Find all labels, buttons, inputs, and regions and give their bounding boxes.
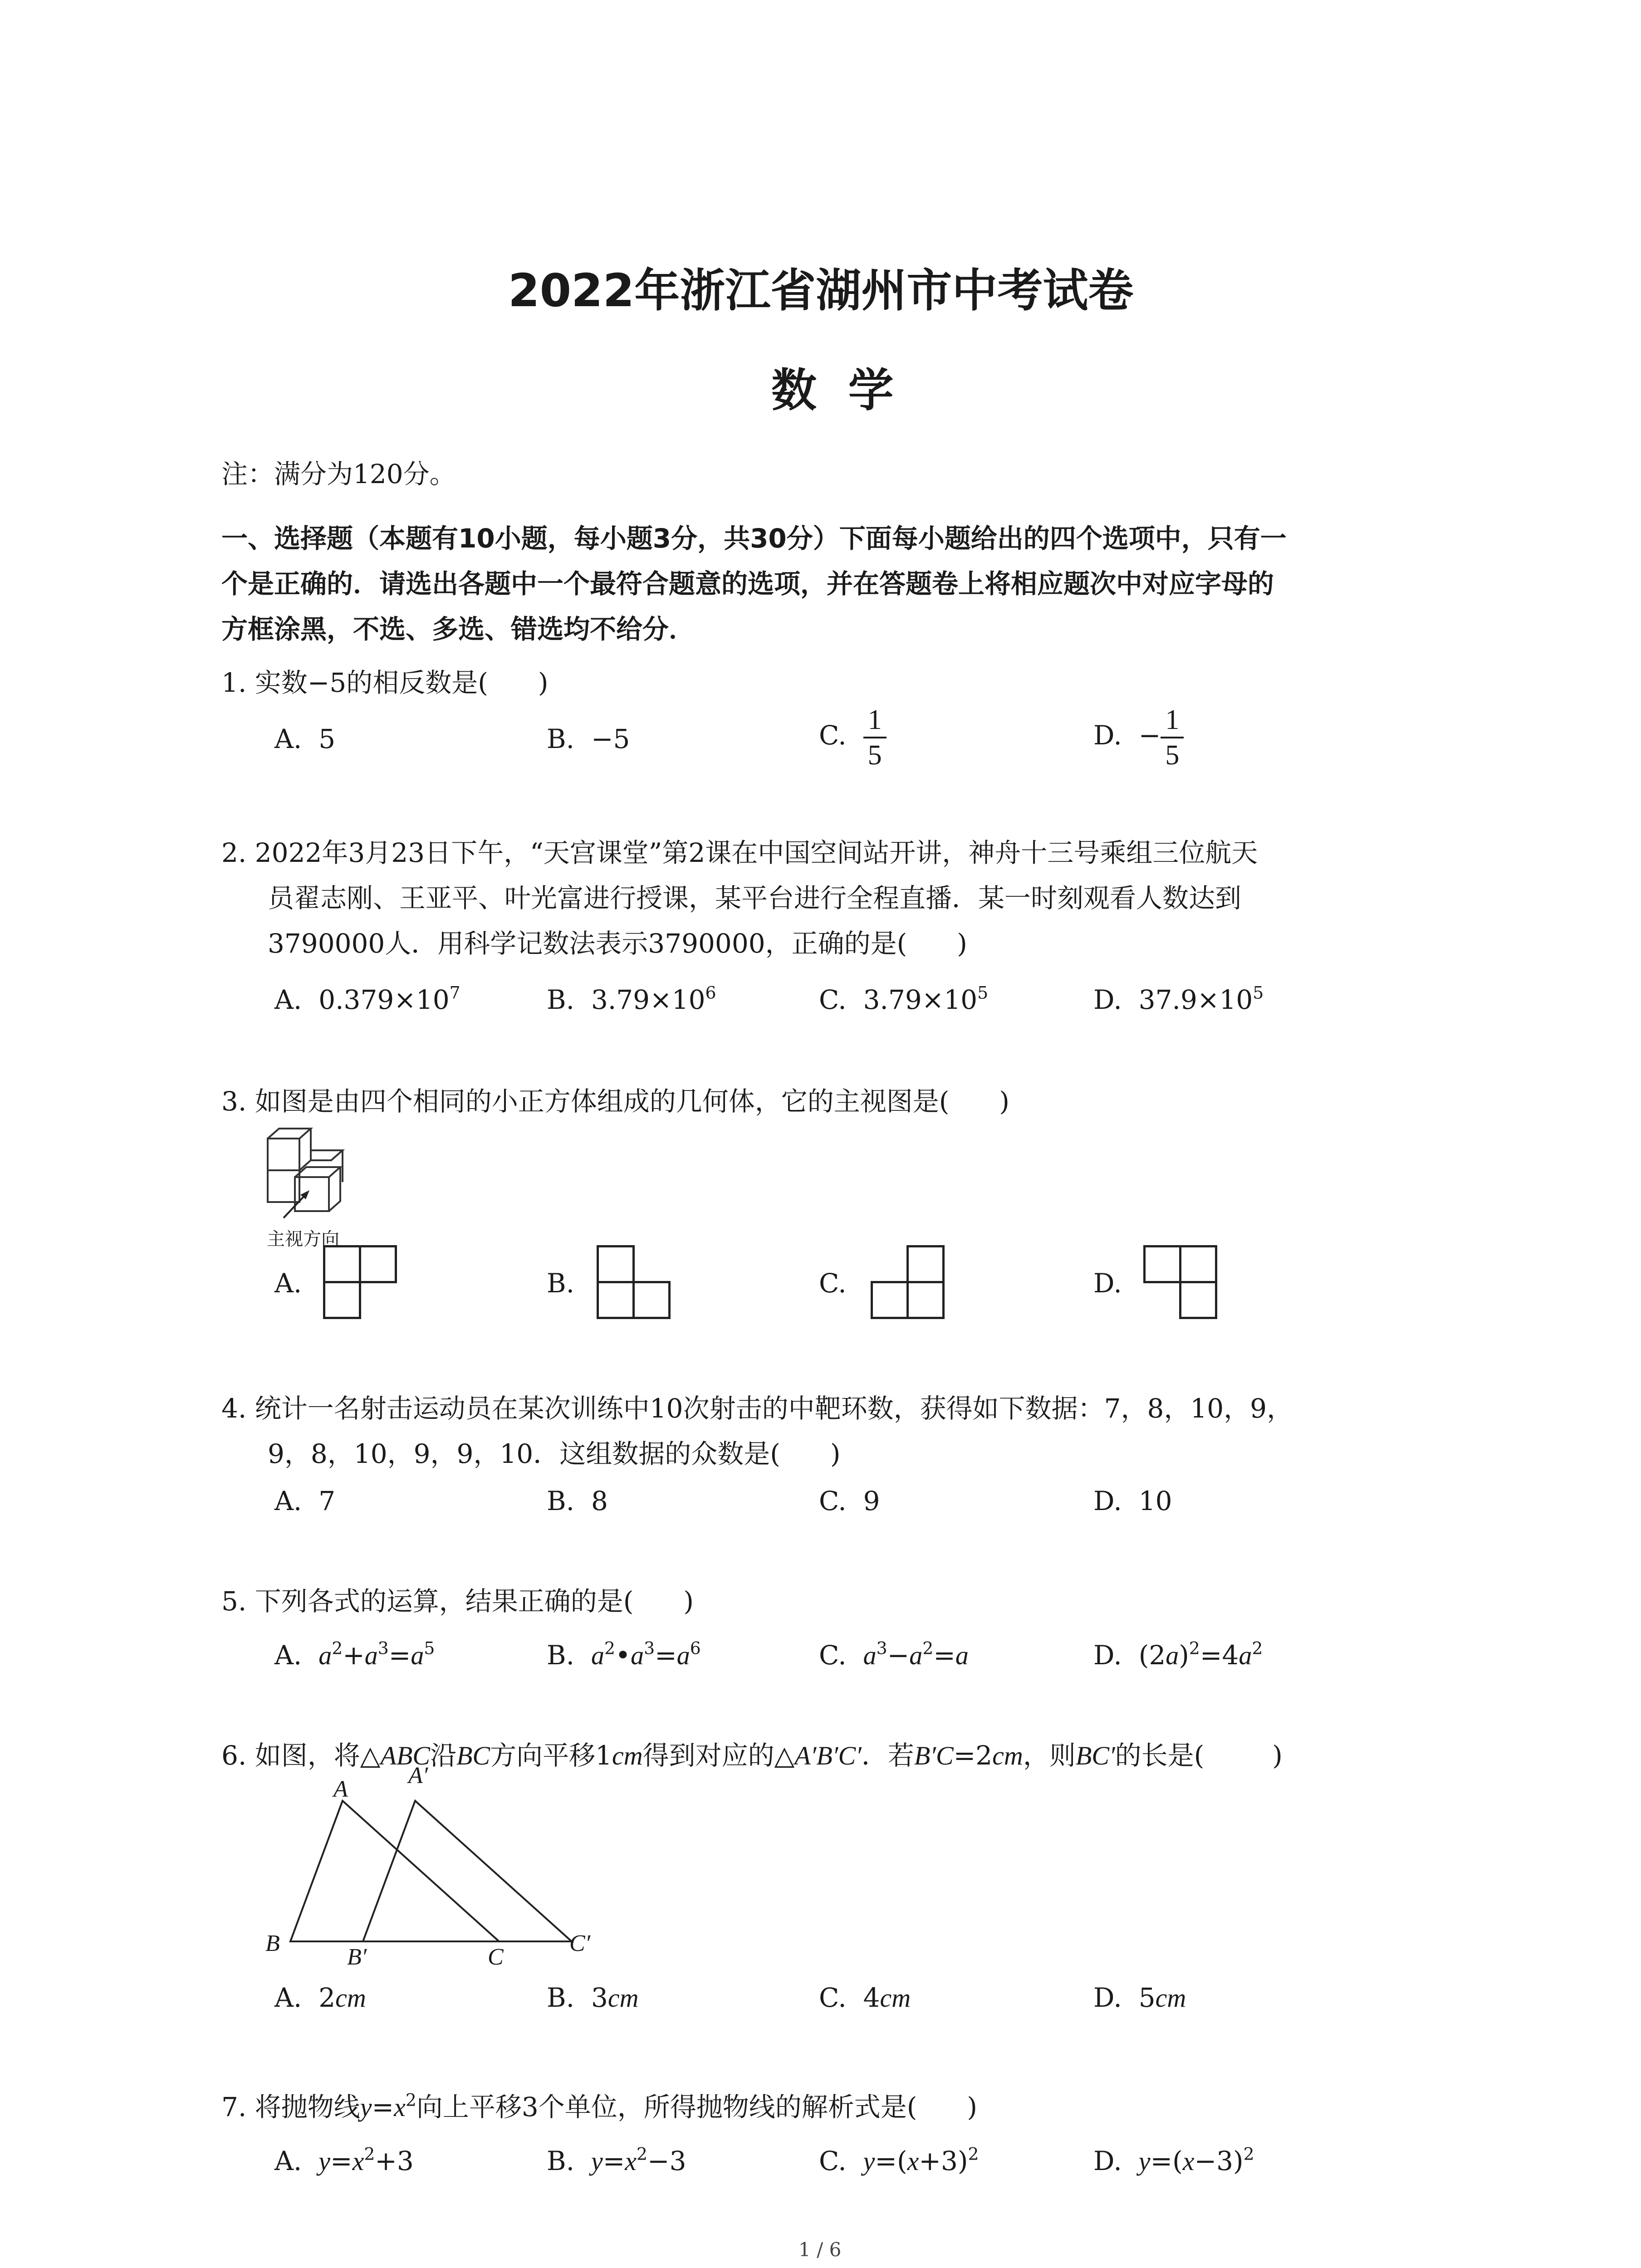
q6-option-d (1093, 1982, 1186, 2013)
q1-c-fraction (863, 703, 887, 772)
q6-stem-part: B′C (914, 1741, 954, 1770)
q4-option-b (547, 1486, 608, 1516)
q7-option-d: D. $y=(x-3)^2$ (1093, 2144, 1254, 2176)
q3-stem (221, 1079, 1009, 1124)
q3-a-square (323, 1281, 361, 1319)
q2-b-label: B. (547, 984, 575, 1015)
q2-d-exp: 5 (1253, 982, 1264, 1003)
section-instruction-line3: 方框涂黑，不选、多选、错选均不给分． (221, 614, 696, 645)
q7-stem-text: 向上平移3个单位，所得抛物线的解析式是( (416, 2092, 917, 2122)
q2-b-exp: 6 (705, 982, 716, 1003)
q2-b-base: 3.79×10 (591, 984, 705, 1015)
q5-a-label: A. (274, 1640, 302, 1671)
q3-d-square (1179, 1245, 1217, 1283)
q3-b-square (632, 1281, 671, 1319)
q6-label-C-prime: C′ (569, 1931, 591, 1956)
q6-d-value: 5 (1138, 1982, 1156, 2013)
q3-b-square (597, 1245, 635, 1283)
q6-label-A-prime: A′ (408, 1763, 428, 1789)
q1-d-fraction (1161, 703, 1184, 772)
q3-d-square (1179, 1281, 1217, 1319)
q6-stem-part: BC (456, 1741, 490, 1770)
q1-d-sign: − (1138, 720, 1161, 751)
q6-stem-part: ABC (380, 1741, 430, 1770)
q1-stem (221, 660, 549, 705)
q6-stem-part: =2 (953, 1740, 993, 1771)
q7-a-label: A. (274, 2146, 302, 2176)
q2-option-c (819, 984, 988, 1015)
q6-stem-part: 的长是( (1115, 1740, 1205, 1771)
q4-b-value: 8 (591, 1486, 608, 1516)
q6-stem-part: 沿 (430, 1740, 456, 1771)
q1-b-label: B. (547, 723, 575, 754)
score-note: 注：满分为120分。 (221, 459, 456, 489)
q5-option-b: B. $a^2•a^3=a^6$ (547, 1638, 701, 1671)
q3-c-square (906, 1245, 945, 1283)
q5-option-d: D. $(2a)^2=4a^2$ (1093, 1638, 1263, 1671)
q1-option-a (274, 723, 335, 754)
q2-c-exp: 5 (977, 982, 989, 1003)
q6-stem-part: A′B′C′ (794, 1741, 862, 1770)
q3-b-label: B. (547, 1268, 575, 1299)
q3-close-paren: ) (999, 1086, 1010, 1117)
q1-close-paren: ) (538, 667, 549, 698)
q6-a-unit: cm (335, 1983, 366, 2013)
q1-option-b (547, 723, 630, 754)
exam-title: 2022年浙江省湖州市中考试卷 (508, 264, 1134, 317)
q3-c-label: C. (819, 1268, 847, 1299)
triangle-abc-prime (363, 1801, 572, 1941)
q6-b-label: B. (547, 1982, 575, 2013)
q6-d-unit: cm (1155, 1983, 1186, 2013)
q6-stem-part: ．若 (861, 1740, 914, 1771)
q3-a-square (323, 1245, 361, 1283)
q1-d-num: 1 (1161, 703, 1184, 738)
q5-b-label: B. (547, 1640, 575, 1671)
q6-c-value: 4 (863, 1982, 880, 2013)
q4-option-d (1093, 1486, 1172, 1516)
q6-close-paren: ) (1272, 1740, 1283, 1771)
q2-d-label: D. (1093, 984, 1122, 1015)
q2-c-base: 3.79×10 (863, 984, 978, 1015)
q2-close-paren: ) (957, 928, 967, 959)
q5-stem (221, 1579, 694, 1624)
section-instruction-line1: 一、选择题（本题有10小题，每小题3分，共30分）下面每小题给出的四个选项中，只有一 (221, 523, 1287, 554)
q1-c-label: C. (819, 720, 847, 751)
q6-option-c (819, 1982, 911, 2013)
q6-option-b (547, 1982, 638, 2013)
q6-stem-part: cm (992, 1741, 1023, 1770)
q3-cube-figure (259, 1125, 377, 1234)
q4-close-paren: ) (830, 1438, 841, 1469)
q4-a-label: A. (274, 1486, 302, 1516)
q3-figure-caption: 主视方向 (267, 1229, 339, 1250)
q6-stem-part: 方向平移1 (490, 1740, 612, 1771)
q2-a-base: 0.379×10 (318, 984, 450, 1015)
q1-a-value: 5 (318, 723, 336, 754)
q3-c-square (906, 1281, 945, 1319)
q4-line2 (268, 1431, 840, 1476)
q6-a-value: 2 (318, 1982, 336, 2013)
q6-stem-part: ，则 (1023, 1740, 1076, 1771)
q2-option-d (1093, 984, 1264, 1015)
q1-d-den: 5 (1165, 740, 1180, 771)
q2-line3-text: 3790000人．用科学记数法表示3790000，正确的是( (268, 928, 907, 959)
q6-label-C: C (488, 1944, 504, 1970)
section-instruction-line2: 个是正确的．请选出各题中一个最符合题意的选项，并在答题卷上将相应题次中对应字母的 (221, 568, 1274, 599)
q7-stem: 7. 将抛物线$y=x^2$向上平移3个单位，所得抛物线的解析式是( ) (221, 2090, 978, 2122)
q6-c-label: C. (819, 1982, 847, 2013)
q2-c-label: C. (819, 984, 847, 1015)
q6-b-value: 3 (591, 1982, 608, 2013)
q6-stem-part: 6. 如图，将△ (221, 1740, 381, 1771)
q5-option-a: A. $a^2+a^3=a^5$ (274, 1638, 435, 1671)
q4-line2-text: 9，8，10，9，9，10．这组数据的众数是( (268, 1438, 780, 1469)
q6-stem-part: 得到对应的△ (642, 1740, 795, 1771)
q1-d-label: D. (1093, 720, 1122, 751)
q3-stem-text: 3. 如图是由四个相同的小正方体组成的几何体，它的主视图是( (221, 1086, 950, 1117)
q2-option-a (274, 984, 460, 1015)
q6-stem (221, 1733, 1283, 1779)
q5-d-label: D. (1093, 1640, 1122, 1671)
q6-stem-part: cm (612, 1741, 643, 1770)
q7-option-b: B. $y=x^2-3$ (547, 2144, 686, 2176)
q5-stem-text: 5. 下列各式的运算，结果正确的是( (221, 1586, 634, 1617)
q4-option-c (819, 1486, 880, 1516)
q4-a-value: 7 (318, 1486, 336, 1516)
q6-option-a (274, 1982, 366, 2013)
q2-line3 (268, 921, 967, 966)
q6-c-unit: cm (880, 1983, 911, 2013)
q4-c-label: C. (819, 1486, 847, 1516)
q2-option-b (547, 984, 716, 1015)
q7-option-a: A. $y=x^2+3$ (274, 2144, 414, 2176)
q7-stem-text: 7. 将抛物线 (221, 2092, 360, 2122)
q6-label-A: A (333, 1776, 348, 1802)
q4-line1: 4. 统计一名射击运动员在某次训练中10次射击的中靶环数，获得如下数据：7，8，10，9， (221, 1393, 1293, 1424)
q4-option-a (274, 1486, 335, 1516)
q6-d-label: D. (1093, 1982, 1122, 2013)
q2-a-label: A. (274, 984, 302, 1015)
q2-line2: 员翟志刚、王亚平、叶光富进行授课，某平台进行全程直播．某一时刻观看人数达到 (268, 883, 1242, 914)
q1-option-c (819, 703, 887, 772)
q5-close-paren: ) (683, 1586, 694, 1617)
q4-c-value: 9 (863, 1486, 880, 1516)
q2-line1: 2. 2022年3月23日下午，“天宫课堂”第2课在中国空间站开讲，神舟十三号乘组三位航天 (221, 837, 1258, 868)
q1-stem-text: 1. 实数−5的相反数是( (221, 667, 488, 698)
q4-b-label: B. (547, 1486, 575, 1516)
q7-d-label: D. (1093, 2146, 1122, 2176)
q1-c-den: 5 (867, 740, 882, 771)
q3-a-square (359, 1245, 397, 1283)
q3-b-square (597, 1281, 635, 1319)
q5-option-c: C. $a^3-a^2=a$ (819, 1638, 969, 1671)
q7-close-paren: ) (967, 2092, 978, 2122)
triangle-abc (290, 1801, 499, 1941)
q1-a-label: A. (274, 723, 302, 754)
q7-b-label: B. (547, 2146, 575, 2176)
q3-c-square (871, 1281, 909, 1319)
q6-label-B: B (265, 1931, 280, 1956)
q2-d-base: 37.9×10 (1138, 984, 1253, 1015)
q6-b-unit: cm (607, 1983, 639, 2013)
q6-stem-part: BC′ (1075, 1741, 1115, 1770)
q6-a-label: A. (274, 1982, 302, 2013)
q6-label-B-prime: B′ (347, 1944, 367, 1970)
subject-title: 数 学 (771, 364, 894, 417)
q7-c-label: C. (819, 2146, 847, 2176)
q4-d-label: D. (1093, 1486, 1122, 1516)
q5-c-label: C. (819, 1640, 847, 1671)
q2-a-exp: 7 (449, 982, 460, 1003)
q1-c-num: 1 (863, 703, 887, 738)
q3-d-label: D. (1093, 1268, 1122, 1299)
page-number: 1 / 6 (798, 2239, 842, 2261)
q7-option-c: C. $y=(x+3)^2$ (819, 2144, 979, 2176)
q1-b-value: −5 (591, 723, 630, 754)
q1-option-d (1093, 703, 1184, 772)
q3-d-square (1143, 1245, 1181, 1283)
q4-d-value: 10 (1138, 1486, 1172, 1516)
q3-a-label: A. (274, 1268, 302, 1299)
